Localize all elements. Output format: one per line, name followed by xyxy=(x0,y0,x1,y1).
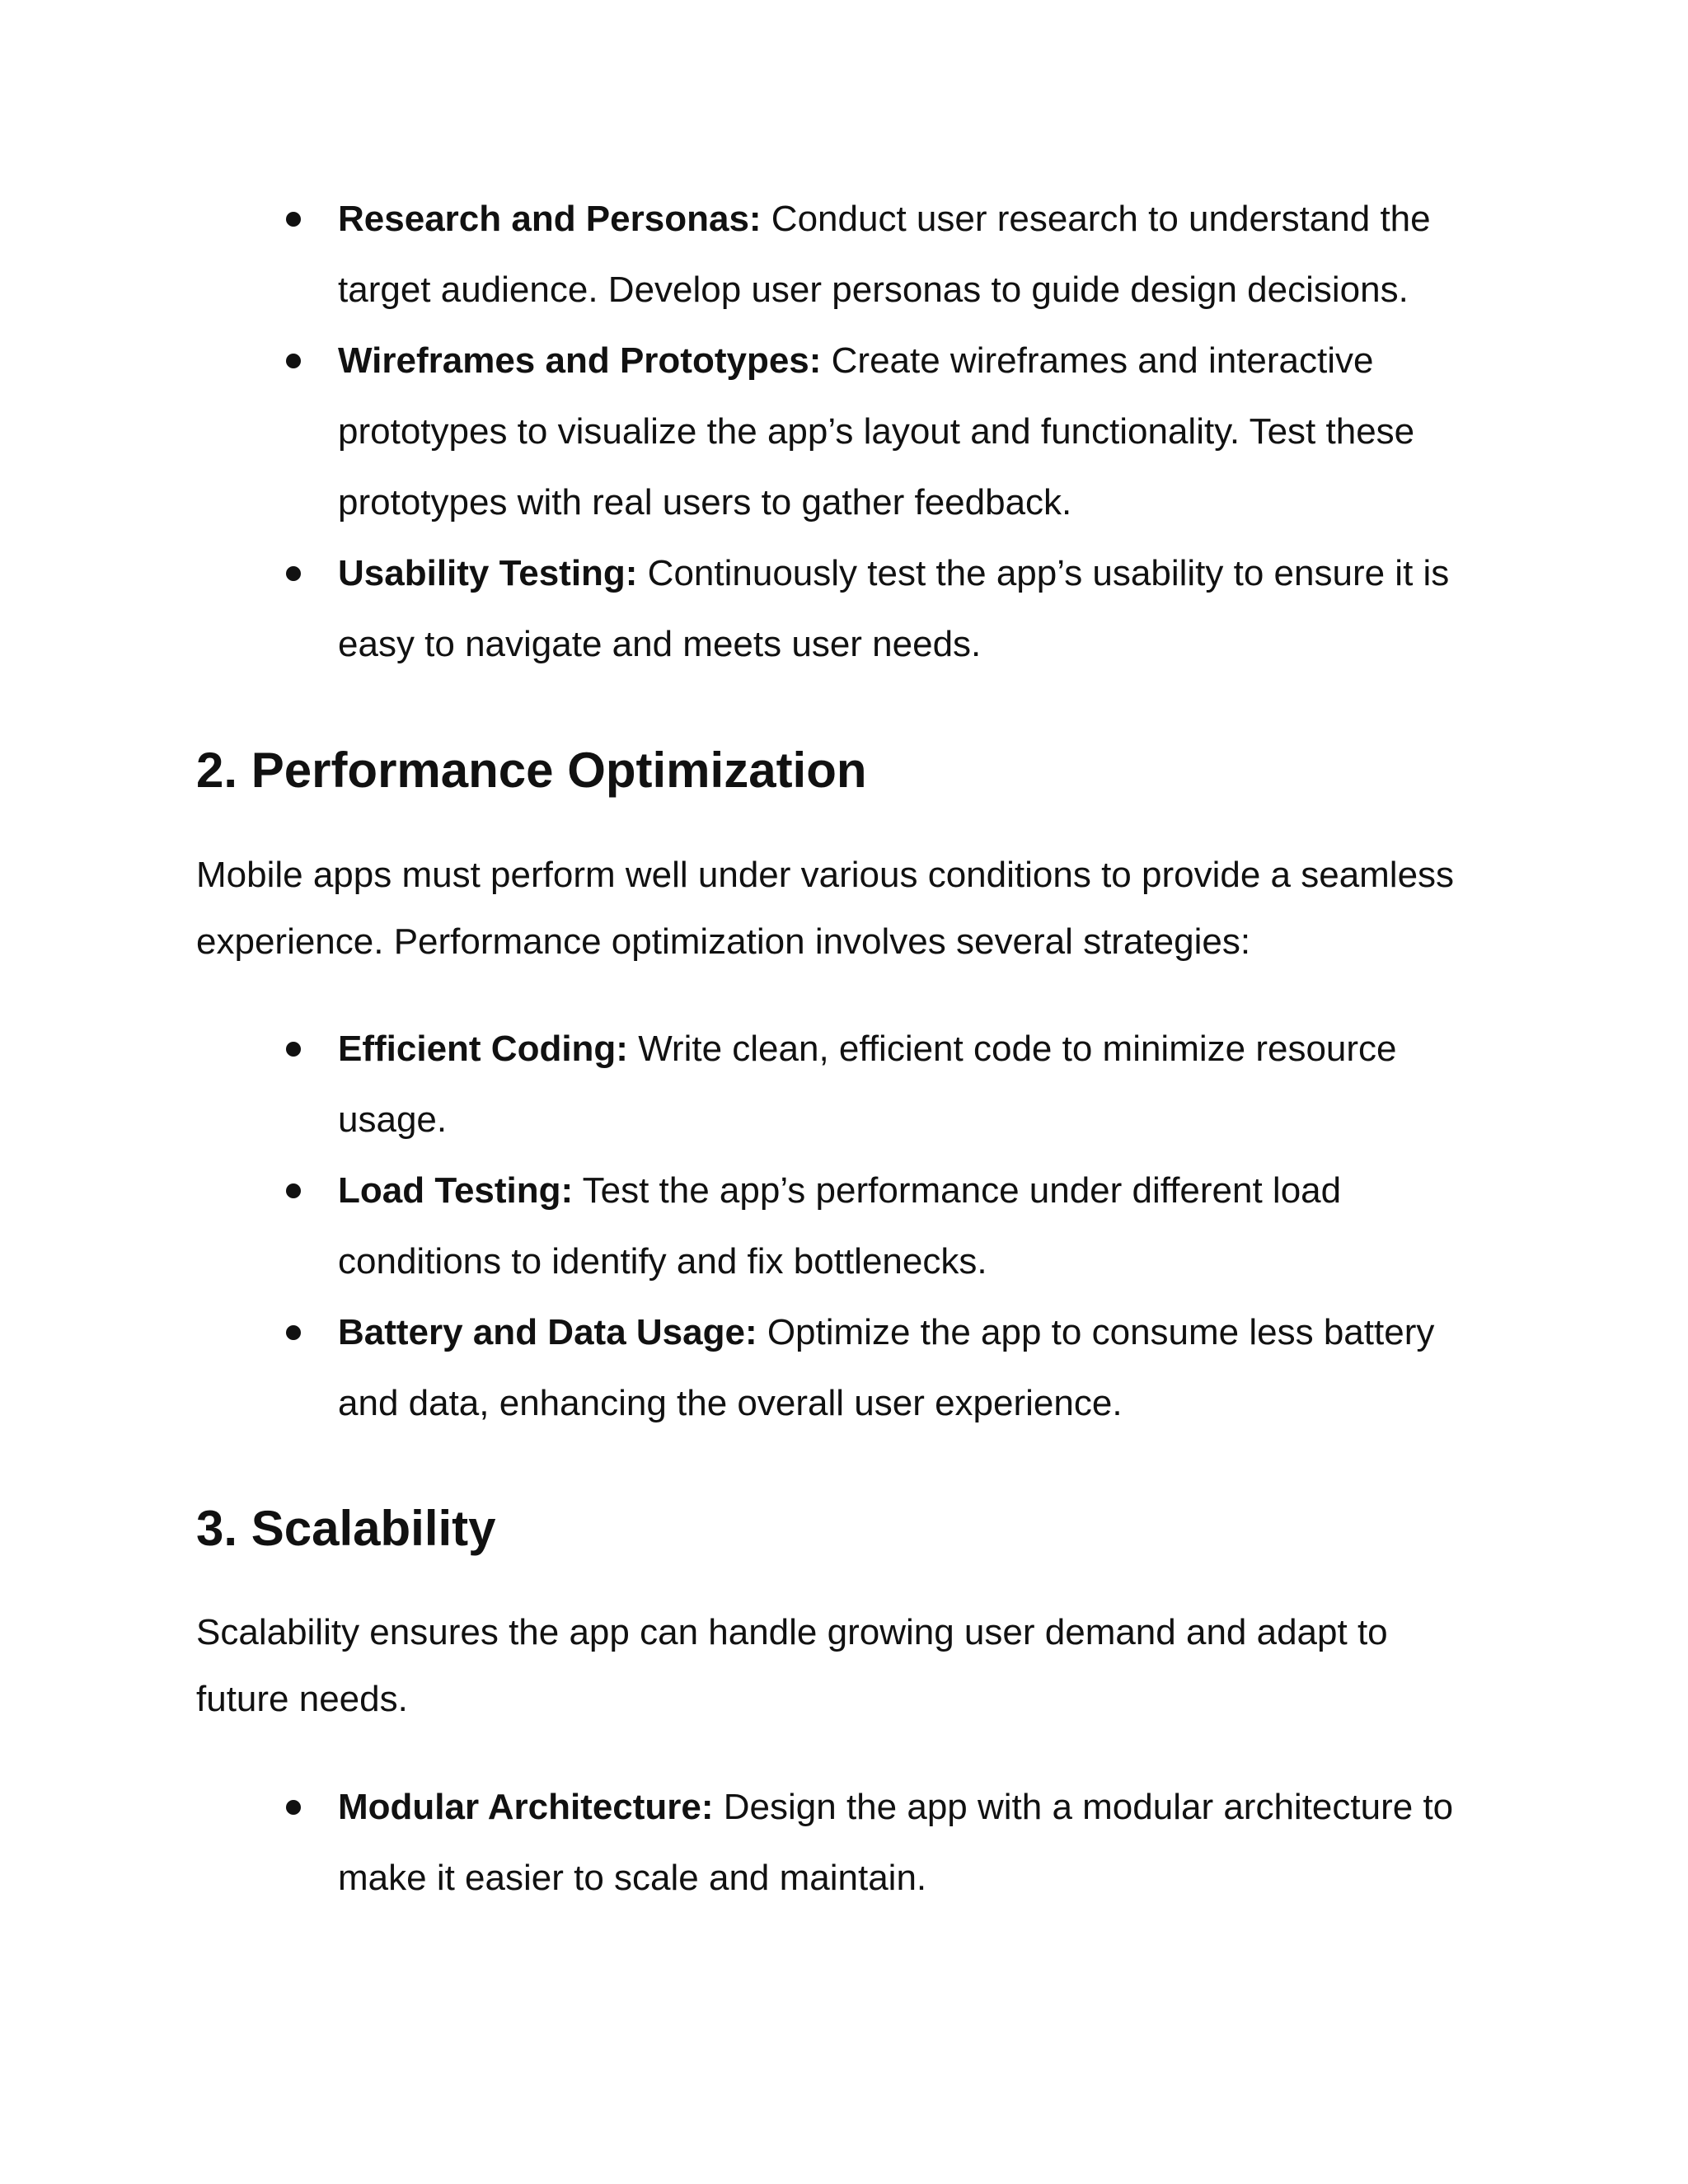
section-intro-performance: Mobile apps must perform well under various conditions to provide a seamless experience. Performance optimization involves several strategies: xyxy=(196,855,1455,962)
list-item-text: Design the app with a modular architecture to make it easier to scale and maintain. xyxy=(338,1787,1454,1898)
bullet-icon xyxy=(286,212,301,227)
section-intro-scalability: Scalability ensures the app can handle growing user demand and adapt to future needs. xyxy=(196,1612,1388,1719)
section-heading-performance: 2. Performance Optimization xyxy=(196,743,867,798)
performance-list xyxy=(284,1014,1487,1439)
list-item-term: Wireframes and Prototypes: xyxy=(338,340,822,381)
bullet-icon xyxy=(286,1042,301,1057)
ux-design-list xyxy=(284,184,1487,680)
list-item-term: Modular Architecture: xyxy=(338,1787,714,1827)
list-item-text: Test the app’s performance under different load conditions to identify and fix bottlenecks. xyxy=(338,1170,1342,1282)
list-item xyxy=(284,538,1487,680)
list-item-text: Continuously test the app’s usability to ensure it is easy to navigate and meets user needs. xyxy=(338,553,1450,664)
list-item-term: Usability Testing: xyxy=(338,553,638,593)
list-item xyxy=(284,1297,1487,1439)
list-item-term: Research and Personas: xyxy=(338,199,762,239)
list-item-text: Write clean, efficient code to minimize resource usage. xyxy=(338,1029,1397,1140)
list-item xyxy=(284,1772,1487,1914)
list-item-text: Create wireframes and interactive prototypes to visualize the app’s layout and functionality. Test these prototypes with real users to gather feedback. xyxy=(338,340,1415,523)
list-item-term: Battery and Data Usage: xyxy=(338,1312,757,1352)
bullet-icon xyxy=(286,1800,301,1815)
list-item xyxy=(284,184,1487,326)
scalability-list xyxy=(284,1772,1487,1914)
list-item-term: Load Testing: xyxy=(338,1170,574,1211)
bullet-icon xyxy=(286,354,301,368)
list-item xyxy=(284,326,1487,538)
list-item xyxy=(284,1014,1487,1155)
list-item-text: Optimize the app to consume less battery and data, enhancing the overall user experience. xyxy=(338,1312,1435,1423)
list-item xyxy=(284,1155,1487,1297)
bullet-icon xyxy=(286,1183,301,1198)
list-item-text: Conduct user research to understand the target audience. Develop user personas to guide design decisions. xyxy=(338,199,1431,310)
section-heading-scalability: 3. Scalability xyxy=(196,1501,496,1556)
bullet-icon xyxy=(286,1325,301,1340)
bullet-icon xyxy=(286,566,301,581)
list-item-term: Efficient Coding: xyxy=(338,1029,628,1069)
